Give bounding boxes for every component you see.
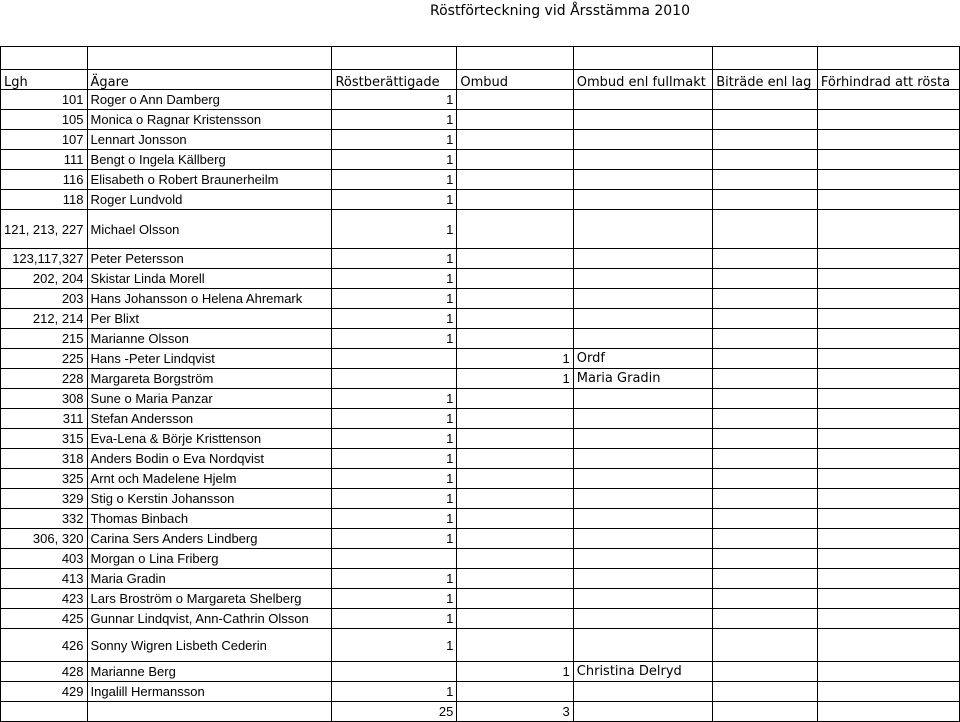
cell-ombud (457, 269, 573, 289)
cell-forhindrad (817, 509, 959, 529)
cell-bitrade (713, 349, 818, 369)
cell-rostberattigade: 1 (332, 489, 457, 509)
table-body (1, 47, 960, 722)
cell-ombud-fullmakt (573, 170, 712, 190)
cell-lgh: 111 (1, 150, 88, 170)
table-row (1, 509, 960, 529)
cell-bitrade (713, 509, 818, 529)
table-row (1, 249, 960, 269)
cell-forhindrad (817, 589, 959, 609)
cell-lgh: 116 (1, 170, 88, 190)
cell-forhindrad (817, 210, 959, 249)
cell-rostberattigade: 1 (332, 389, 457, 409)
cell-rostberattigade: 1 (332, 309, 457, 329)
cell-bitrade (713, 429, 818, 449)
cell-ombud (457, 449, 573, 469)
vote-register-table (0, 46, 960, 722)
cell-agare: Marianne Olsson (87, 329, 332, 349)
table-row (1, 170, 960, 190)
column-header-agare: Ägare (87, 70, 332, 90)
cell-forhindrad (817, 469, 959, 489)
cell-rostberattigade: 1 (332, 409, 457, 429)
cell-bitrade (713, 629, 818, 662)
table-row (1, 90, 960, 110)
cell-agare: Carina Sers Anders Lindberg (87, 529, 332, 549)
cell-forhindrad (817, 130, 959, 150)
cell-ombud (457, 549, 573, 569)
cell-ombud: 1 (457, 369, 573, 389)
cell-rostberattigade: 1 (332, 569, 457, 589)
cell-ombud (457, 110, 573, 130)
cell-ombud-fullmakt (573, 549, 712, 569)
cell-rostberattigade: 1 (332, 509, 457, 529)
cell-forhindrad (817, 309, 959, 329)
cell-ombud (457, 529, 573, 549)
cell-rostberattigade: 1 (332, 210, 457, 249)
cell-lgh: 215 (1, 329, 88, 349)
cell-bitrade (713, 249, 818, 269)
cell-forhindrad (817, 249, 959, 269)
cell-ombud (457, 569, 573, 589)
cell-lgh: 228 (1, 369, 88, 389)
cell-ombud (457, 629, 573, 662)
cell-rostberattigade: 1 (332, 629, 457, 662)
cell-rostberattigade: 1 (332, 329, 457, 349)
cell-ombud-fullmakt (573, 90, 712, 110)
cell-bitrade (713, 489, 818, 509)
cell-ombud (457, 150, 573, 170)
table-row (1, 190, 960, 210)
cell-ombud (457, 309, 573, 329)
table-row (1, 662, 960, 682)
cell-agare: Sonny Wigren Lisbeth Cederin (87, 629, 332, 662)
cell-forhindrad (817, 549, 959, 569)
cell-rostberattigade: 1 (332, 449, 457, 469)
cell-agare: Michael Olsson (87, 210, 332, 249)
cell-forhindrad (817, 110, 959, 130)
cell-forhindrad (817, 429, 959, 449)
cell-ombud (457, 409, 573, 429)
cell-agare: Gunnar Lindqvist, Ann-Cathrin Olsson (87, 609, 332, 629)
total-ombud: 3 (457, 702, 573, 722)
cell-ombud-fullmakt (573, 509, 712, 529)
cell-lgh: 318 (1, 449, 88, 469)
cell-rostberattigade (332, 349, 457, 369)
cell-ombud-fullmakt (573, 569, 712, 589)
cell-ombud-fullmakt (573, 210, 712, 249)
cell-rostberattigade (332, 549, 457, 569)
cell-agare: Peter Petersson (87, 249, 332, 269)
cell-agare: Bengt o Ingela Källberg (87, 150, 332, 170)
column-header-forhindrad: Förhindrad att rösta (817, 70, 959, 90)
column-header-ombud-fullmakt: Ombud enl fullmakt (573, 70, 712, 90)
cell-lgh: 225 (1, 349, 88, 369)
cell-ombud-fullmakt: Christina Delryd (573, 662, 712, 682)
cell-lgh: 332 (1, 509, 88, 529)
cell-ombud-fullmakt (573, 609, 712, 629)
header-spacer-row (1, 47, 960, 70)
cell-forhindrad (817, 150, 959, 170)
cell-ombud (457, 489, 573, 509)
cell-rostberattigade: 1 (332, 529, 457, 549)
cell-agare: Hans Johansson o Helena Ahremark (87, 289, 332, 309)
cell-rostberattigade: 1 (332, 190, 457, 210)
cell-ombud-fullmakt (573, 110, 712, 130)
table-row (1, 529, 960, 549)
cell-ombud-fullmakt (573, 309, 712, 329)
cell-agare: Ingalill Hermansson (87, 682, 332, 702)
cell-ombud (457, 682, 573, 702)
page-title: Röstförteckning vid Årsstämma 2010 (429, 3, 690, 19)
cell-ombud-fullmakt: Ordf (573, 349, 712, 369)
column-header-ombud: Ombud (457, 70, 573, 90)
cell-forhindrad (817, 489, 959, 509)
cell-rostberattigade: 1 (332, 682, 457, 702)
table-row (1, 629, 960, 662)
cell-bitrade (713, 549, 818, 569)
cell-lgh: 426 (1, 629, 88, 662)
table-row (1, 210, 960, 249)
table-row (1, 110, 960, 130)
cell-agare: Sune o Maria Panzar (87, 389, 332, 409)
cell-lgh: 425 (1, 609, 88, 629)
cell-rostberattigade: 1 (332, 269, 457, 289)
cell-ombud-fullmakt (573, 150, 712, 170)
cell-ombud: 1 (457, 349, 573, 369)
cell-ombud-fullmakt (573, 449, 712, 469)
cell-ombud (457, 190, 573, 210)
cell-forhindrad (817, 389, 959, 409)
cell-bitrade (713, 210, 818, 249)
cell-lgh: 212, 214 (1, 309, 88, 329)
cell-bitrade (713, 170, 818, 190)
cell-lgh: 315 (1, 429, 88, 449)
cell-bitrade (713, 449, 818, 469)
table-row (1, 269, 960, 289)
cell-ombud (457, 249, 573, 269)
cell-bitrade (713, 329, 818, 349)
table-row (1, 449, 960, 469)
column-header-lgh: Lgh (1, 70, 88, 90)
cell-agare: Maria Gradin (87, 569, 332, 589)
cell-ombud (457, 469, 573, 489)
cell-forhindrad (817, 170, 959, 190)
table-row (1, 349, 960, 369)
cell-ombud-fullmakt: Maria Gradin (573, 369, 712, 389)
cell-ombud-fullmakt (573, 469, 712, 489)
table-row (1, 609, 960, 629)
column-header-rostberattigade: Röstberättigade (332, 70, 457, 90)
cell-bitrade (713, 190, 818, 210)
table-row (1, 389, 960, 409)
cell-agare: Stefan Andersson (87, 409, 332, 429)
cell-ombud-fullmakt (573, 329, 712, 349)
cell-rostberattigade: 1 (332, 90, 457, 110)
total-rostberattigade: 25 (332, 702, 457, 722)
cell-forhindrad (817, 529, 959, 549)
table-row (1, 549, 960, 569)
cell-lgh: 428 (1, 662, 88, 682)
cell-ombud: 1 (457, 662, 573, 682)
cell-agare: Hans -Peter Lindqvist (87, 349, 332, 369)
cell-rostberattigade: 1 (332, 130, 457, 150)
table-row (1, 682, 960, 702)
cell-bitrade (713, 529, 818, 549)
cell-forhindrad (817, 90, 959, 110)
cell-lgh: 329 (1, 489, 88, 509)
cell-ombud-fullmakt (573, 682, 712, 702)
cell-ombud (457, 329, 573, 349)
cell-bitrade (713, 682, 818, 702)
cell-ombud-fullmakt (573, 190, 712, 210)
cell-forhindrad (817, 629, 959, 662)
cell-lgh: 107 (1, 130, 88, 150)
cell-agare: Per Blixt (87, 309, 332, 329)
cell-agare: Skistar Linda Morell (87, 269, 332, 289)
cell-rostberattigade (332, 369, 457, 389)
cell-lgh: 308 (1, 389, 88, 409)
table-row (1, 329, 960, 349)
cell-lgh: 105 (1, 110, 88, 130)
cell-bitrade (713, 469, 818, 489)
cell-ombud (457, 210, 573, 249)
cell-rostberattigade: 1 (332, 249, 457, 269)
cell-agare: Arnt och Madelene Hjelm (87, 469, 332, 489)
cell-ombud (457, 289, 573, 309)
cell-agare: Roger o Ann Damberg (87, 90, 332, 110)
cell-forhindrad (817, 190, 959, 210)
cell-rostberattigade: 1 (332, 469, 457, 489)
cell-rostberattigade: 1 (332, 170, 457, 190)
column-header-bitrade: Biträde enl lag (713, 70, 818, 90)
cell-ombud (457, 609, 573, 629)
cell-agare: Marianne Berg (87, 662, 332, 682)
table-row (1, 589, 960, 609)
header-row (1, 70, 960, 90)
cell-ombud (457, 170, 573, 190)
cell-forhindrad (817, 682, 959, 702)
cell-agare: Thomas Binbach (87, 509, 332, 529)
cell-ombud-fullmakt (573, 429, 712, 449)
cell-ombud (457, 589, 573, 609)
cell-bitrade (713, 589, 818, 609)
cell-lgh: 311 (1, 409, 88, 429)
table-row (1, 130, 960, 150)
cell-agare: Roger Lundvold (87, 190, 332, 210)
table-row (1, 289, 960, 309)
cell-ombud (457, 429, 573, 449)
table-row (1, 429, 960, 449)
cell-lgh: 118 (1, 190, 88, 210)
cell-bitrade (713, 130, 818, 150)
cell-ombud-fullmakt (573, 249, 712, 269)
cell-agare: Anders Bodin o Eva Nordqvist (87, 449, 332, 469)
cell-bitrade (713, 90, 818, 110)
cell-agare: Eva-Lena & Börje Kristtenson (87, 429, 332, 449)
cell-ombud-fullmakt (573, 130, 712, 150)
cell-agare: Lars Broström o Margareta Shelberg (87, 589, 332, 609)
cell-agare: Lennart Jonsson (87, 130, 332, 150)
cell-ombud-fullmakt (573, 409, 712, 429)
cell-lgh: 101 (1, 90, 88, 110)
cell-rostberattigade: 1 (332, 589, 457, 609)
cell-forhindrad (817, 289, 959, 309)
cell-ombud-fullmakt (573, 629, 712, 662)
cell-agare: Margareta Borgström (87, 369, 332, 389)
cell-ombud-fullmakt (573, 529, 712, 549)
cell-ombud (457, 130, 573, 150)
cell-forhindrad (817, 449, 959, 469)
cell-bitrade (713, 389, 818, 409)
cell-ombud (457, 509, 573, 529)
cell-agare: Monica o Ragnar Kristensson (87, 110, 332, 130)
cell-ombud-fullmakt (573, 489, 712, 509)
cell-agare: Elisabeth o Robert Braunerheilm (87, 170, 332, 190)
table-row (1, 150, 960, 170)
cell-forhindrad (817, 349, 959, 369)
cell-bitrade (713, 409, 818, 429)
cell-lgh: 202, 204 (1, 269, 88, 289)
cell-bitrade (713, 369, 818, 389)
table-row (1, 409, 960, 429)
cell-bitrade (713, 569, 818, 589)
cell-ombud-fullmakt (573, 289, 712, 309)
cell-bitrade (713, 269, 818, 289)
cell-ombud-fullmakt (573, 389, 712, 409)
cell-ombud (457, 90, 573, 110)
cell-forhindrad (817, 409, 959, 429)
table-row (1, 569, 960, 589)
cell-lgh: 403 (1, 549, 88, 569)
cell-forhindrad (817, 369, 959, 389)
cell-bitrade (713, 289, 818, 309)
cell-ombud (457, 389, 573, 409)
table-row (1, 489, 960, 509)
cell-rostberattigade: 1 (332, 609, 457, 629)
cell-forhindrad (817, 329, 959, 349)
cell-rostberattigade: 1 (332, 289, 457, 309)
cell-agare: Morgan o Lina Friberg (87, 549, 332, 569)
cell-bitrade (713, 662, 818, 682)
cell-rostberattigade: 1 (332, 110, 457, 130)
cell-bitrade (713, 110, 818, 130)
cell-lgh: 306, 320 (1, 529, 88, 549)
cell-agare: Stig o Kerstin Johansson (87, 489, 332, 509)
cell-lgh: 429 (1, 682, 88, 702)
cell-lgh: 203 (1, 289, 88, 309)
cell-forhindrad (817, 269, 959, 289)
cell-forhindrad (817, 662, 959, 682)
cell-bitrade (713, 150, 818, 170)
cell-ombud-fullmakt (573, 269, 712, 289)
table-row (1, 369, 960, 389)
cell-lgh: 325 (1, 469, 88, 489)
cell-ombud-fullmakt (573, 589, 712, 609)
cell-rostberattigade: 1 (332, 429, 457, 449)
cell-lgh: 413 (1, 569, 88, 589)
table-row (1, 469, 960, 489)
cell-bitrade (713, 309, 818, 329)
cell-lgh: 121, 213, 227 (1, 210, 88, 249)
cell-rostberattigade: 1 (332, 150, 457, 170)
cell-forhindrad (817, 609, 959, 629)
cell-lgh: 123,117,327 (1, 249, 88, 269)
cell-rostberattigade (332, 662, 457, 682)
cell-lgh: 423 (1, 589, 88, 609)
cell-bitrade (713, 609, 818, 629)
table-row (1, 309, 960, 329)
cell-forhindrad (817, 569, 959, 589)
